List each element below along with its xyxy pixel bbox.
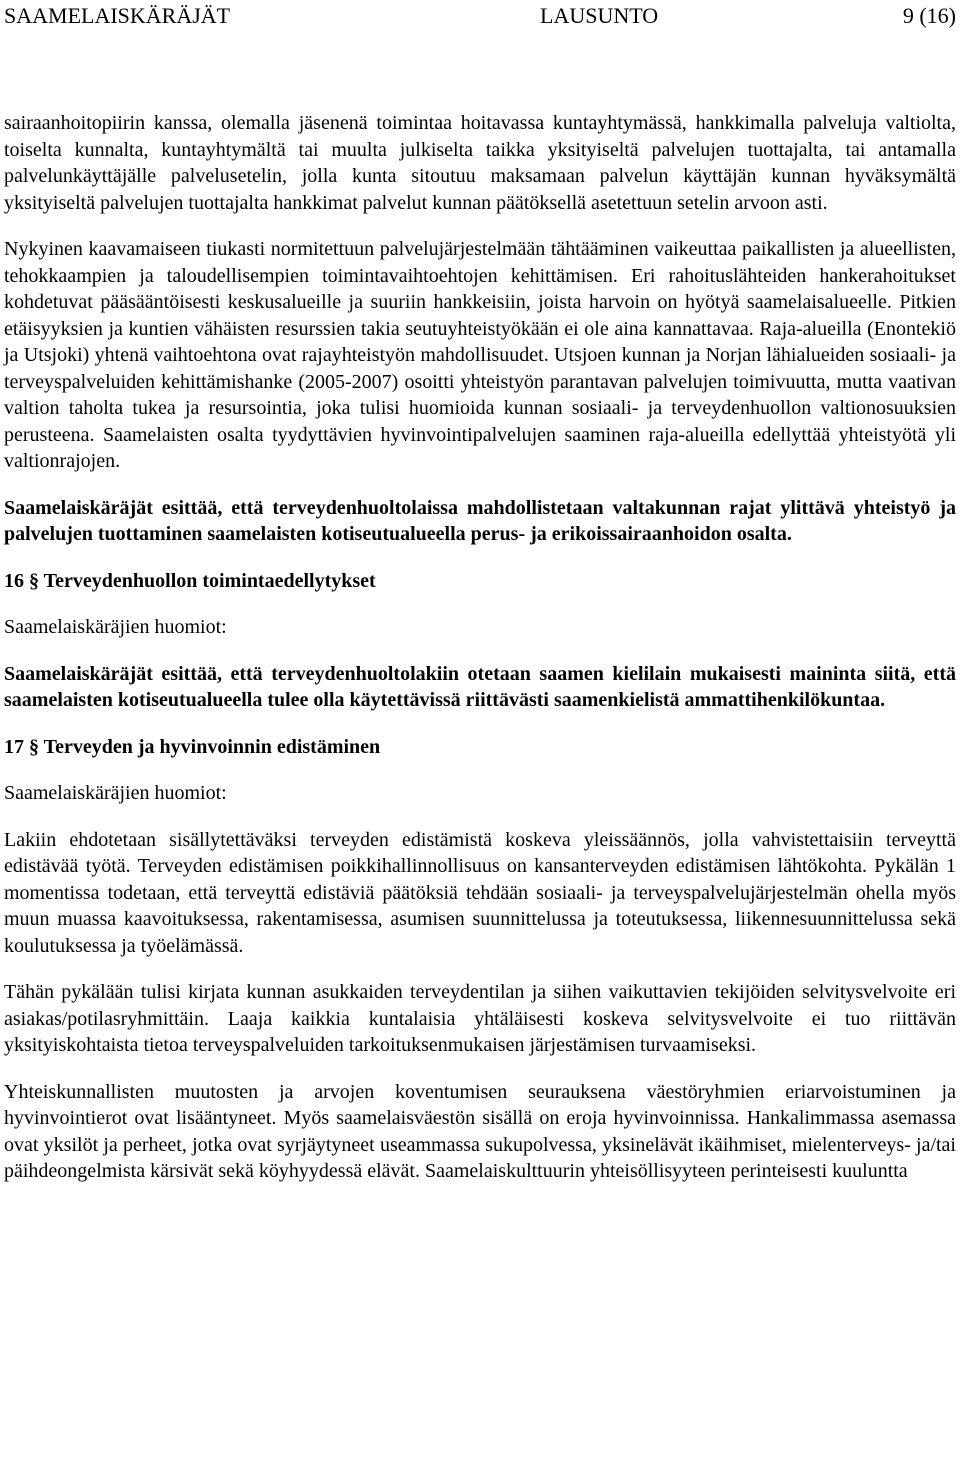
proposal-cross-border-cooperation: Saamelaiskäräjät esittää, että terveydenhuoltolaissa mahdollistetaan valtakunnan rajat ylittävä yhteistyö ja palvelujen tuottaminen saamelaisten kotiseutualueella perus- ja erikoissairaanhoidon osalta.	[4, 496, 956, 545]
proposal-sami-language-staff: Saamelaiskäräjät esittää, että terveydenhuoltolakiin otetaan saamen kielilain mukaisesti maininta siitä, että saamelaisten kotiseutualueella tulee olla käytettävissä riittävästi saamenkielistä ammattihenkilökuntaa.	[4, 662, 956, 711]
paragraph-service-system: Nykyinen kaavamaiseen tiukasti normitettuun palvelujärjestelmään tähtääminen vaikeuttaa paikallisten ja alueellisten, tehokkaampien ja taloudellisempien toimintavaihtoehtojen kehittämisen. Eri rahoituslähteiden hankerahoitukset kohdetuvat pääsääntöisesti keskusalueille ja suuriin hankkeisiin, joista harvoin on hyötyä saamelaisalueelle. Pitkien etäisyyksien ja kuntien vähäisten resurssien takia seutuyhteistyökään ei ole aina kannattavaa. Raja-alueilla (Enontekiö ja Utsjoki) yhtenä vaihtoehtona ovat rajayhteistyön mahdollisuudet. Utsjoen kunnan ja Norjan lähialueiden sosiaali- ja terveyspalveluiden kehittämishanke (2005-2007) osoitti yhteistyön parantavan palvelujen toimivuutta, mutta vaativan valtion taholta tukea ja resursointia, joka tulisi huomioida kunnan sosiaali- ja terveydenhuollon valtionosuuksien perusteena. Saamelaisten osalta tyydyttävien hyvinvointipalvelujen saaminen raja-alueilla edellyttää yhteistyötä yli valtionrajojen.	[4, 238, 956, 472]
header-document-type: LAUSUNTO	[540, 3, 659, 28]
section-heading-17: 17 § Terveyden ja hyvinvoinnin edistäminen	[4, 735, 381, 758]
section-16-remarks-label: Saamelaiskäräjien huomiot:	[4, 616, 227, 638]
section-17-remarks-label: Saamelaiskäräjien huomiot:	[4, 782, 227, 804]
paragraph-health-survey-obligation: Tähän pykälään tulisi kirjata kunnan asukkaiden terveydentilan ja siihen vaikuttavien tekijöiden selvitysvelvoite eri asiakas/potilasryhmittäin. Laaja kaikkia kuntalaisia yhtäläisesti koskeva selvitysvelvoite ei tuo riittävän yksityiskohtaista tietoa terveyspalveluiden tarkoituksenmukaisen järjestämisen turvaamiseksi.	[4, 981, 956, 1056]
header-page-number: 9 (16)	[902, 3, 956, 28]
header-organization: SAAMELAISKÄRÄJÄT	[4, 3, 231, 28]
paragraph-health-promotion: Lakiin ehdotetaan sisällytettäväksi terveyden edistämistä koskeva yleissäännös, jolla vahvistettaisiin terveyttä edistävää työtä. Terveyden edistämisen poikkihallinnollisuus on kansanterveyden edistämisen lähtökohta. Pykälän 1 momentissa todetaan, että terveyttä edistäviä päätöksiä tehdään sosiaali- ja terveyspalvelujärjestelmän ohella myös muun muassa kaavoituksessa, rakentamisessa, asumisen suunnittelussa ja toteutuksessa, liikennesuunnittelussa sekä koulutuksessa ja työelämässä.	[4, 828, 956, 957]
paragraph-service-procurement: sairaanhoitopiirin kanssa, olemalla jäsenenä toimintaa hoitavassa kuntayhtymässä, hankkimalla palveluja valtiolta, toiselta kunnalta, kuntayhtymältä tai muulta julkiselta taikka yksityiseltä palvelujen tuottajalta, tai antamalla palvelunkäyttäjälle palvelusetelin, jolla kunta sitoutuu maksamaan palvelun käyttäjän kunnan hyväksymältä yksityiseltä palvelujen tuottajalta hankkimat palvelut kunnan päätöksellä asetettuun setelin arvoon asti.	[4, 112, 956, 214]
paragraph-inequality: Yhteiskunnallisten muutosten ja arvojen koventumisen seurauksena väestöryhmien eriarvoistuminen ja hyvinvointierot ovat lisääntyneet. Myös saamelaisväestön sisällä on eroja hyvinvoinnissa. Hankalimmassa asemassa ovat yksilöt ja perheet, jotka ovat syrjäytyneet useammassa sukupolvessa, yksinelävät ikäihmiset, mielenterveys- ja/tai päihdeongelmista kärsivät sekä köyhyydessä elävät. Saamelaiskulttuurin yhteisöllisyyteen perinteisesti kuuluntta	[4, 1080, 956, 1182]
section-heading-16: 16 § Terveydenhuollon toimintaedellytykset	[4, 569, 376, 592]
page-header	[4, 2, 956, 30]
document-body	[4, 110, 956, 1205]
